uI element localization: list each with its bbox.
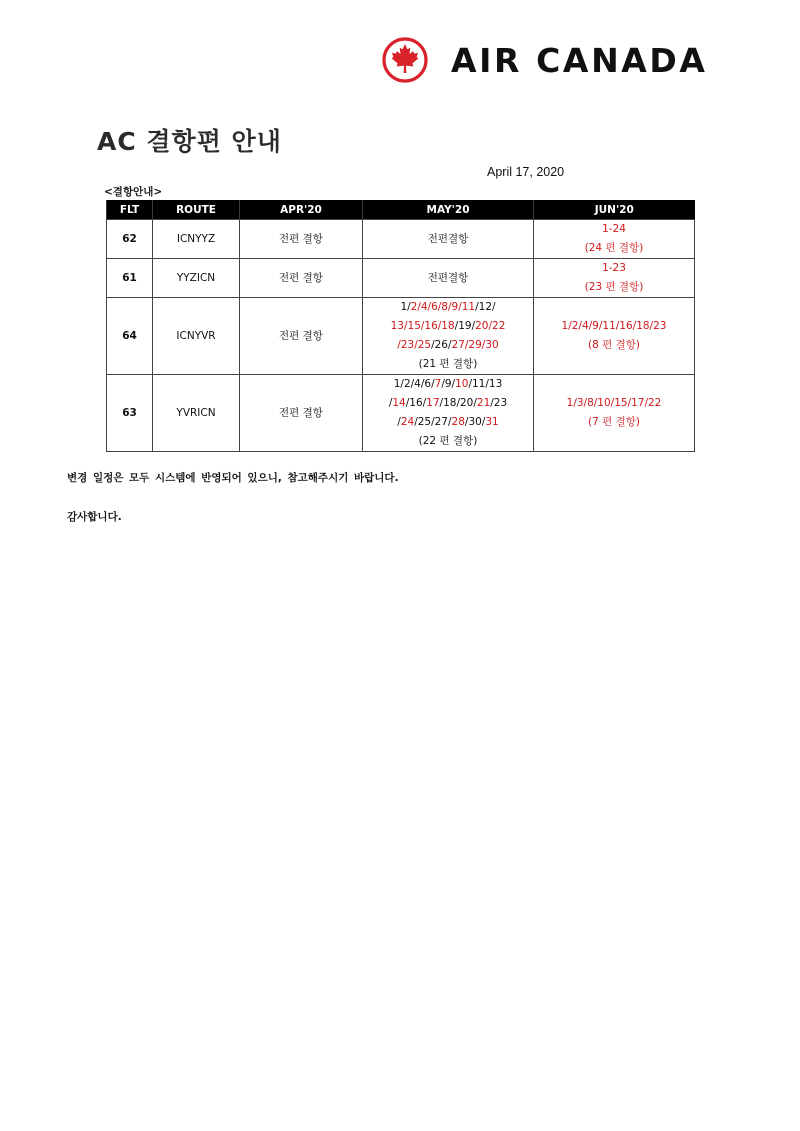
cancelled-dates: 13/15/16/18: [390, 320, 455, 332]
date-text: /: [397, 416, 401, 428]
date-line: [363, 298, 533, 317]
notice-text: 변경 일정은 모두 시스템에 반영되어 있으니, 참고해주시기 바랍니다.: [67, 472, 399, 484]
date-text: /19/: [454, 320, 476, 332]
apr-status: 전편 결항: [240, 298, 363, 375]
date-text: 1/2/4/6/: [393, 378, 435, 390]
cancelled-dates: 1-23: [602, 262, 626, 274]
date-text: /25/27/: [414, 416, 452, 428]
jun-dates: [534, 298, 695, 375]
cancelled-dates: 14: [392, 397, 406, 409]
date-line: [363, 317, 533, 336]
document-date: April 17, 2020: [487, 165, 565, 179]
cancelled-dates: 1/3/8/10/15/17/22: [566, 397, 662, 409]
flight-number: 62: [107, 220, 153, 259]
date-line: [534, 239, 694, 258]
date-text: /9/: [441, 378, 456, 390]
route: YYZICN: [153, 259, 240, 298]
table-row: [107, 298, 695, 375]
may-dates: [363, 259, 534, 298]
jun-dates: [534, 375, 695, 452]
date-text: 전편결항: [427, 232, 469, 245]
may-dates: [363, 220, 534, 259]
date-text: /16/: [405, 397, 427, 409]
cancelled-dates: (24 편 결항): [584, 242, 644, 254]
flight-number: 64: [107, 298, 153, 375]
date-line: [363, 394, 533, 413]
table-row: [107, 259, 695, 298]
maple-leaf-icon: [382, 37, 428, 83]
date-line: [363, 230, 533, 249]
cancelled-dates: 17: [426, 397, 440, 409]
date-line: [363, 355, 533, 374]
date-text: /30/: [464, 416, 486, 428]
route: ICNYYZ: [153, 220, 240, 259]
cancelled-dates: 27/29/30: [451, 339, 499, 351]
date-line: [534, 259, 694, 278]
header-route: ROUTE: [153, 200, 240, 220]
date-line: [534, 413, 694, 432]
date-line: [534, 336, 694, 355]
may-dates: [363, 298, 534, 375]
cancelled-dates: (7 편 결항): [588, 416, 640, 428]
cancelled-dates: 20/22: [475, 320, 506, 332]
date-text: (22 편 결항): [418, 435, 478, 447]
section-label: <결항안내>: [104, 186, 163, 198]
apr-status: 전편 결항: [240, 220, 363, 259]
date-line: [534, 317, 694, 336]
date-text: /: [388, 397, 393, 409]
cancelled-dates: 1-24: [602, 223, 626, 235]
date-text: /11/13: [468, 378, 503, 390]
cancellation-table: [106, 200, 695, 452]
cancelled-dates: (8 편 결항): [588, 339, 640, 351]
closing-text: 감사합니다.: [67, 511, 122, 523]
date-text: 전편결항: [427, 271, 469, 284]
apr-status: 전편 결항: [240, 375, 363, 452]
date-line: [534, 394, 694, 413]
header-may: MAY'20: [363, 200, 534, 220]
jun-dates: [534, 259, 695, 298]
table-row: [107, 220, 695, 259]
route: YVRICN: [153, 375, 240, 452]
header-jun: JUN'20: [534, 200, 695, 220]
jun-dates: [534, 220, 695, 259]
brand-wordmark: AIR CANADA: [451, 40, 708, 80]
date-line: [363, 269, 533, 288]
air-canada-logo: [382, 37, 708, 83]
date-line: [363, 375, 533, 394]
route: ICNYVR: [153, 298, 240, 375]
cancelled-dates: 7: [434, 378, 442, 390]
page-title: AC 결항편 안내: [97, 127, 282, 156]
table-row: [107, 375, 695, 452]
cancelled-dates: 24: [400, 416, 415, 428]
date-line: [363, 336, 533, 355]
cancelled-dates: 1/2/4/9/11/16/18/23: [561, 320, 667, 332]
date-line: [363, 413, 533, 432]
date-text: /18/20/: [439, 397, 477, 409]
header-apr: APR'20: [240, 200, 363, 220]
date-text: (21 편 결항): [418, 358, 478, 370]
cancelled-dates: 10: [455, 378, 469, 390]
cancelled-dates: 31: [485, 416, 499, 428]
cancelled-dates: (23 편 결항): [584, 281, 644, 293]
apr-status: 전편 결항: [240, 259, 363, 298]
flight-number: 63: [107, 375, 153, 452]
may-dates: [363, 375, 534, 452]
header-flt: FLT: [107, 200, 153, 220]
flight-number: 61: [107, 259, 153, 298]
cancelled-dates: /23/25: [397, 339, 432, 351]
date-line: [534, 278, 694, 297]
date-text: 1/: [400, 301, 411, 313]
cancelled-dates: 2/4/6/8/9/11: [410, 301, 476, 313]
date-text: /23: [490, 397, 508, 409]
date-text: /12/: [475, 301, 496, 313]
cancelled-dates: 28: [451, 416, 465, 428]
date-line: [363, 432, 533, 451]
cancelled-dates: 21: [476, 397, 491, 409]
table-header-row: [107, 200, 695, 220]
date-line: [534, 220, 694, 239]
date-text: /26/: [431, 339, 452, 351]
